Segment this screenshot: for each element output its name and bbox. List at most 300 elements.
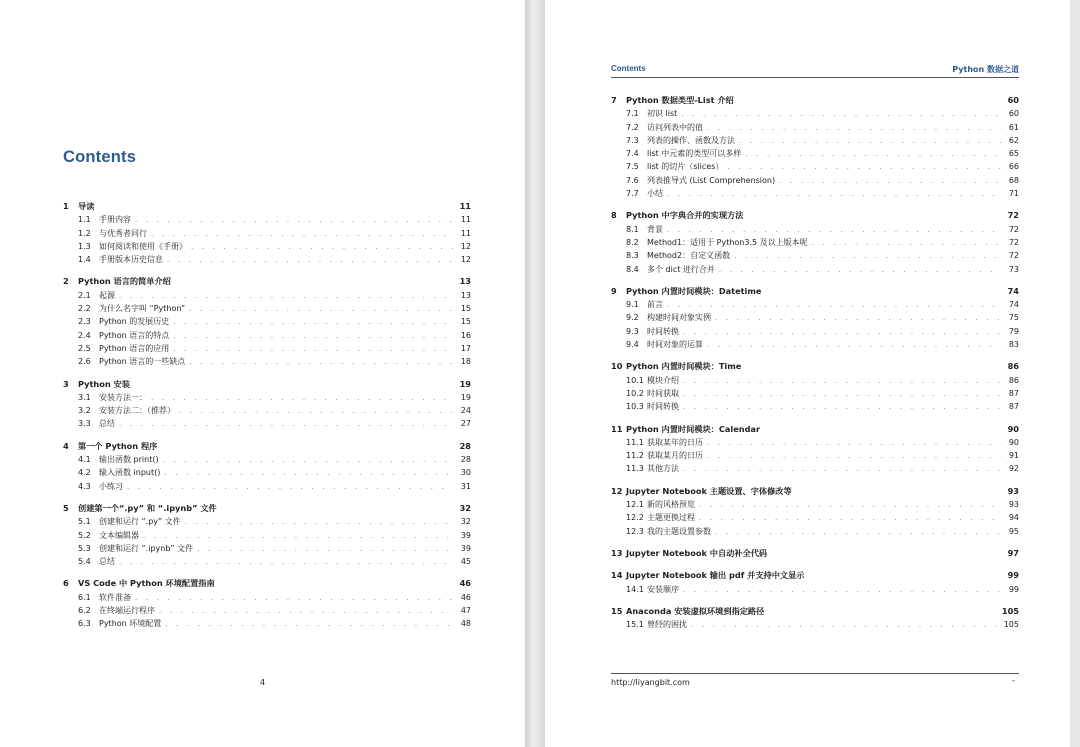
- section-page: 39: [460, 530, 471, 540]
- dot-leader: [683, 375, 1001, 388]
- chapter-title: Jupyter Notebook 中自动补全代码: [626, 547, 768, 558]
- dot-leader: [699, 499, 1001, 512]
- section-page: 60: [1008, 109, 1019, 119]
- dot-leader: [191, 241, 453, 254]
- section-row: [611, 525, 1019, 538]
- section-title: Python 语言的应用: [99, 343, 170, 353]
- chapter-title: Python 语言的简单介绍: [78, 276, 171, 287]
- section-page: 75: [1008, 313, 1019, 323]
- section-row: [611, 236, 1019, 249]
- dot-leader: [159, 605, 453, 618]
- section-page: 24: [460, 406, 471, 416]
- section-number: 8.1: [626, 224, 639, 234]
- section-row: [63, 289, 471, 302]
- dot-leader: [812, 237, 1001, 250]
- toc-chapter: [611, 547, 1019, 560]
- chapter-row: [611, 547, 1019, 560]
- section-number: 7.7: [626, 189, 639, 199]
- section-title: 手册版本历史信息: [99, 255, 163, 265]
- chapter-page: 13: [459, 276, 471, 287]
- section-title: 总结: [99, 557, 115, 567]
- section-row: [63, 604, 471, 617]
- section-number: 5.1: [78, 517, 91, 527]
- chapter-title: 导读: [78, 201, 95, 211]
- toc-chapter: [611, 94, 1019, 200]
- dot-leader: [745, 148, 1001, 161]
- section-row: [611, 174, 1019, 187]
- footer-rule: [611, 673, 1019, 674]
- section-title: 文本编辑器: [99, 530, 139, 540]
- section-title: 我的主题设置参数: [647, 526, 711, 536]
- section-number: 2.6: [78, 357, 91, 367]
- chapter-row: [63, 275, 471, 288]
- section-page: 62: [1008, 135, 1019, 145]
- section-row: [611, 134, 1019, 147]
- section-title: 时间对象的运算: [647, 340, 703, 350]
- dot-leader: [715, 526, 1001, 539]
- chapter-row: [611, 285, 1019, 298]
- running-header-left: Contents: [611, 64, 646, 73]
- dot-leader: [727, 161, 1001, 174]
- section-row: [63, 315, 471, 328]
- chapter-number: 7: [611, 95, 617, 105]
- toc-chapter: [611, 569, 1019, 596]
- section-row: [611, 223, 1019, 236]
- dot-leader: [683, 401, 1001, 414]
- section-row: [611, 436, 1019, 449]
- section-page: 65: [1008, 149, 1019, 159]
- section-row: [63, 329, 471, 342]
- toc-chapter: [63, 200, 471, 266]
- section-title: 安装方法二：（推荐）: [99, 406, 175, 416]
- chapter-page: 46: [459, 578, 471, 589]
- section-row: [611, 121, 1019, 134]
- section-title: 总结: [99, 419, 115, 429]
- chapter-title: Python 内置时间模块：Calendar: [626, 423, 760, 434]
- toc-chapter: [63, 378, 471, 431]
- section-title: 获取某月的日历: [647, 451, 703, 461]
- dot-leader: [135, 592, 453, 605]
- dot-leader: [189, 356, 453, 369]
- section-page: 32: [460, 517, 471, 527]
- dot-leader: [135, 214, 453, 227]
- section-title: Python 的发展历史: [99, 317, 170, 327]
- chapter-title: Python 中字典合并的实现方法: [626, 210, 744, 221]
- toc-chapter: [611, 209, 1019, 275]
- chapter-number: 14: [611, 570, 623, 581]
- section-title: 前言: [647, 300, 663, 310]
- chapter-number: 15: [611, 605, 623, 616]
- section-page: 93: [1008, 500, 1019, 510]
- chapter-title: Python 安装: [78, 378, 130, 389]
- section-page: 47: [460, 606, 471, 616]
- section-title: 为什么名字叫 “Python”: [99, 304, 186, 314]
- chapter-row: [63, 378, 471, 391]
- section-page: 86: [1008, 375, 1019, 385]
- chapter-title: Jupyter Notebook 输出 pdf 并支持中文显示: [626, 570, 805, 581]
- dot-leader: [707, 339, 1001, 352]
- section-number: 15.1: [626, 620, 644, 630]
- section-title: 列表的操作、函数及方法: [647, 135, 735, 145]
- section-page: 15: [460, 304, 471, 314]
- section-row: [611, 400, 1019, 413]
- section-page: 18: [460, 357, 471, 367]
- section-number: 7.6: [626, 175, 639, 185]
- section-row: [611, 387, 1019, 400]
- section-title: Method2：自定义函数: [647, 251, 731, 261]
- section-title: 新的风格预览: [647, 500, 695, 510]
- running-header-right: Python 数据之道: [952, 65, 1019, 74]
- toc-left: [63, 200, 471, 640]
- section-page: 19: [460, 392, 471, 402]
- chapter-row: [63, 440, 471, 453]
- section-title: 小结: [647, 189, 663, 199]
- dot-leader: [185, 516, 453, 529]
- section-page: 11: [460, 228, 471, 238]
- dot-leader: [681, 108, 1001, 121]
- section-number: 9.2: [626, 313, 639, 323]
- section-number: 10.1: [626, 375, 644, 385]
- section-row: [63, 617, 471, 630]
- dot-leader: [151, 392, 453, 405]
- chapter-title: VS Code 中 Python 环境配置指南: [78, 578, 215, 589]
- section-page: 11: [460, 215, 471, 225]
- dot-leader: [189, 303, 453, 316]
- section-row: [63, 591, 471, 604]
- chapter-page: 19: [459, 378, 471, 389]
- dot-leader: [715, 312, 1001, 325]
- section-number: 14.1: [626, 584, 644, 594]
- chapter-number: 13: [611, 547, 623, 558]
- section-row: [63, 391, 471, 404]
- toc-chapter: [63, 275, 471, 368]
- chapter-number: 9: [611, 285, 617, 296]
- chapter-page: 32: [459, 502, 471, 513]
- chapter-page: 74: [1007, 285, 1019, 296]
- section-row: [611, 618, 1019, 631]
- section-title: 如何阅读和使用《手册》: [99, 241, 187, 251]
- section-number: 12.1: [626, 500, 644, 510]
- section-title: 时间转换: [647, 326, 679, 336]
- section-title: 创建和运行 “.py” 文件: [99, 517, 181, 527]
- section-row: [611, 263, 1019, 276]
- section-row: [63, 240, 471, 253]
- section-row: [63, 515, 471, 528]
- dot-leader: [779, 175, 1001, 188]
- section-title: 安装方法一：: [99, 392, 147, 402]
- section-page: 73: [1008, 264, 1019, 274]
- section-row: [611, 160, 1019, 173]
- section-page: 90: [1008, 437, 1019, 447]
- dot-leader: [173, 316, 453, 329]
- section-title: 输入函数 input(): [99, 468, 161, 478]
- section-number: 4.3: [78, 481, 91, 491]
- section-page: 99: [1008, 584, 1019, 594]
- dot-leader: [151, 228, 453, 241]
- dot-leader: [683, 463, 1001, 476]
- section-title: 其他方法: [647, 464, 679, 474]
- chapter-row: [611, 94, 1019, 107]
- chapter-page: 93: [1007, 485, 1019, 496]
- section-title: 时间获取: [647, 388, 679, 398]
- dot-leader: [127, 481, 453, 494]
- section-title: 主题更换过程: [647, 513, 695, 523]
- chapter-row: [63, 200, 471, 213]
- dot-leader: [699, 512, 1001, 525]
- dot-leader: [683, 326, 1001, 339]
- dot-leader: [667, 188, 1001, 201]
- section-title: 安装顺序: [647, 584, 679, 594]
- section-row: [63, 227, 471, 240]
- footer-mark: -: [1012, 676, 1015, 685]
- toc-chapter: [611, 605, 1019, 632]
- section-number: 5.2: [78, 530, 91, 540]
- toc-chapter: [611, 360, 1019, 413]
- chapter-title: Anaconda 安装虚拟环境到指定路径: [626, 605, 765, 616]
- section-page: 66: [1008, 162, 1019, 172]
- section-page: 13: [460, 290, 471, 300]
- chapter-number: 4: [63, 440, 69, 451]
- chapter-row: [611, 209, 1019, 222]
- dot-leader: [683, 584, 1001, 597]
- section-row: [611, 325, 1019, 338]
- dot-leader: [707, 450, 1001, 463]
- dot-leader: [667, 224, 1001, 237]
- section-page: 68: [1008, 175, 1019, 185]
- dot-leader: [719, 264, 1001, 277]
- section-row: [611, 511, 1019, 524]
- section-number: 7.3: [626, 135, 639, 145]
- section-number: 2.4: [78, 330, 91, 340]
- section-number: 7.5: [626, 162, 639, 172]
- section-row: [63, 404, 471, 417]
- section-number: 4.2: [78, 468, 91, 478]
- section-page: 74: [1008, 300, 1019, 310]
- section-title: Python 环境配置: [99, 619, 162, 629]
- chapter-title: 创建第一个“.py” 和 “.ipynb” 文件: [78, 502, 217, 513]
- dot-leader: [683, 388, 1001, 401]
- page-gutter: [525, 0, 545, 747]
- section-row: [63, 355, 471, 368]
- chapter-page: 90: [1007, 423, 1019, 434]
- section-row: [611, 462, 1019, 475]
- section-page: 72: [1008, 237, 1019, 247]
- section-page: 48: [460, 619, 471, 629]
- section-page: 61: [1008, 122, 1019, 132]
- dot-leader: [734, 250, 1001, 263]
- section-number: 12.3: [626, 526, 644, 536]
- section-page: 17: [460, 343, 471, 353]
- chapter-number: 3: [63, 378, 69, 389]
- section-page: 87: [1008, 388, 1019, 398]
- section-title: 创建和运行 “.ipynb” 文件: [99, 543, 194, 553]
- section-page: 83: [1008, 340, 1019, 350]
- dot-leader: [173, 330, 453, 343]
- section-title: 获取某年的日历: [647, 437, 703, 447]
- section-number: 5.4: [78, 557, 91, 567]
- dot-leader: [143, 530, 453, 543]
- section-row: [63, 529, 471, 542]
- section-page: 94: [1008, 513, 1019, 523]
- section-page: 16: [460, 330, 471, 340]
- section-page: 45: [460, 557, 471, 567]
- section-page: 31: [460, 481, 471, 491]
- chapter-page: 97: [1007, 547, 1019, 558]
- section-number: 6.2: [78, 606, 91, 616]
- chapter-row: [63, 502, 471, 515]
- toc-chapter: [63, 440, 471, 493]
- section-title: 软件准备: [99, 592, 131, 602]
- section-page: 12: [460, 241, 471, 251]
- section-title: 列表推导式 (List Comprehension): [647, 175, 776, 185]
- section-number: 2.3: [78, 317, 91, 327]
- chapter-row: [611, 485, 1019, 498]
- section-page: 95: [1008, 526, 1019, 536]
- section-number: 6.3: [78, 619, 91, 629]
- section-number: 9.3: [626, 326, 639, 336]
- section-number: 12.2: [626, 513, 644, 523]
- section-number: 5.3: [78, 543, 91, 553]
- section-row: [611, 449, 1019, 462]
- section-title: 曾经的困扰: [647, 620, 687, 630]
- section-page: 27: [460, 419, 471, 429]
- section-number: 11.1: [626, 437, 644, 447]
- section-page: 91: [1008, 451, 1019, 461]
- section-row: [611, 147, 1019, 160]
- chapter-page: 28: [459, 440, 471, 451]
- dot-leader: [119, 418, 453, 431]
- toc-chapter: [611, 485, 1019, 538]
- dot-leader: [165, 618, 453, 631]
- footer-url: http://liyangbit.com: [611, 678, 690, 687]
- toc-right: [611, 94, 1019, 640]
- section-page: 39: [460, 543, 471, 553]
- section-title: 访问列表中的值: [647, 122, 703, 132]
- section-page: 71: [1008, 189, 1019, 199]
- dot-leader: [119, 290, 453, 303]
- dot-leader: [691, 619, 1000, 632]
- section-number: 1.4: [78, 255, 91, 265]
- section-row: [611, 498, 1019, 511]
- dot-leader: [173, 343, 453, 356]
- chapter-title: Python 内置时间模块：Datetime: [626, 285, 762, 296]
- toc-chapter: [611, 285, 1019, 351]
- section-title: Method1：适用于 Python3.5 及以上版本呢: [647, 237, 808, 247]
- section-page: 28: [460, 455, 471, 465]
- section-title: 起源: [99, 290, 115, 300]
- chapter-title: Python 内置时间模块：Time: [626, 361, 742, 372]
- section-row: [63, 466, 471, 479]
- chapter-title: Jupyter Notebook 主题设置、字体修改等: [626, 485, 792, 496]
- section-row: [611, 249, 1019, 262]
- section-page: 12: [460, 255, 471, 265]
- section-row: [611, 338, 1019, 351]
- toc-chapter: [611, 423, 1019, 476]
- left-page: [0, 0, 525, 747]
- section-number: 7.4: [626, 149, 639, 159]
- section-number: 2.1: [78, 290, 91, 300]
- chapter-page: 99: [1007, 570, 1019, 581]
- dot-leader: [667, 299, 1001, 312]
- section-number: 8.3: [626, 251, 639, 261]
- section-page: 72: [1008, 251, 1019, 261]
- chapter-number: 12: [611, 485, 623, 496]
- section-number: 8.2: [626, 237, 639, 247]
- section-page: 105: [1003, 620, 1019, 630]
- dot-leader: [167, 254, 453, 267]
- section-number: 9.4: [626, 340, 639, 350]
- section-title: 输出函数 print(): [99, 455, 159, 465]
- section-title: Python 语言的一些缺点: [99, 357, 186, 367]
- section-page: 46: [460, 592, 471, 602]
- chapter-page: 11: [459, 201, 471, 211]
- section-page: 72: [1008, 224, 1019, 234]
- section-number: 11.2: [626, 451, 644, 461]
- section-row: [63, 542, 471, 555]
- section-row: [63, 417, 471, 430]
- dot-leader: [197, 543, 453, 556]
- chapter-row: [611, 360, 1019, 373]
- toc-chapter: [63, 502, 471, 568]
- section-row: [611, 187, 1019, 200]
- section-title: 模块介绍: [647, 375, 679, 385]
- section-number: 3.2: [78, 406, 91, 416]
- chapter-number: 10: [611, 361, 623, 372]
- dot-leader: [179, 405, 453, 418]
- chapter-title: Python 数据类型-List 介绍: [626, 95, 734, 105]
- section-page: 79: [1008, 326, 1019, 336]
- section-row: [63, 213, 471, 226]
- section-row: [63, 253, 471, 266]
- section-page: 15: [460, 317, 471, 327]
- section-number: 9.1: [626, 300, 639, 310]
- section-row: [611, 583, 1019, 596]
- section-row: [63, 302, 471, 315]
- chapter-number: 1: [63, 201, 69, 211]
- chapter-row: [611, 569, 1019, 582]
- section-title: list 中元素的类型可以多样: [647, 149, 742, 159]
- chapter-number: 2: [63, 276, 69, 287]
- section-title: 小练习: [99, 481, 123, 491]
- section-page: 30: [460, 468, 471, 478]
- section-number: 8.4: [626, 264, 639, 274]
- section-page: 87: [1008, 402, 1019, 412]
- section-number: 4.1: [78, 455, 91, 465]
- section-number: 7.1: [626, 109, 639, 119]
- contents-heading: Contents: [63, 148, 137, 166]
- section-number: 10.3: [626, 402, 644, 412]
- toc-chapter: [63, 577, 471, 630]
- chapter-row: [611, 423, 1019, 436]
- dot-leader: [707, 437, 1001, 450]
- section-row: [63, 480, 471, 493]
- section-number: 3.1: [78, 392, 91, 402]
- page-number: 4: [259, 678, 266, 687]
- section-title: 与优秀者同行: [99, 228, 147, 238]
- chapter-page: 72: [1007, 210, 1019, 221]
- right-page: [545, 0, 1070, 747]
- section-title: Python 语言的特点: [99, 330, 170, 340]
- section-title: 多个 dict 进行合并: [647, 264, 715, 274]
- section-number: 2.2: [78, 304, 91, 314]
- section-number: 1.3: [78, 241, 91, 251]
- dot-leader: [164, 467, 453, 480]
- dot-leader: [739, 135, 1001, 148]
- section-page: 92: [1008, 464, 1019, 474]
- section-title: 构建时间对象实例: [647, 313, 711, 323]
- dot-leader: [707, 122, 1001, 135]
- chapter-number: 11: [611, 423, 623, 434]
